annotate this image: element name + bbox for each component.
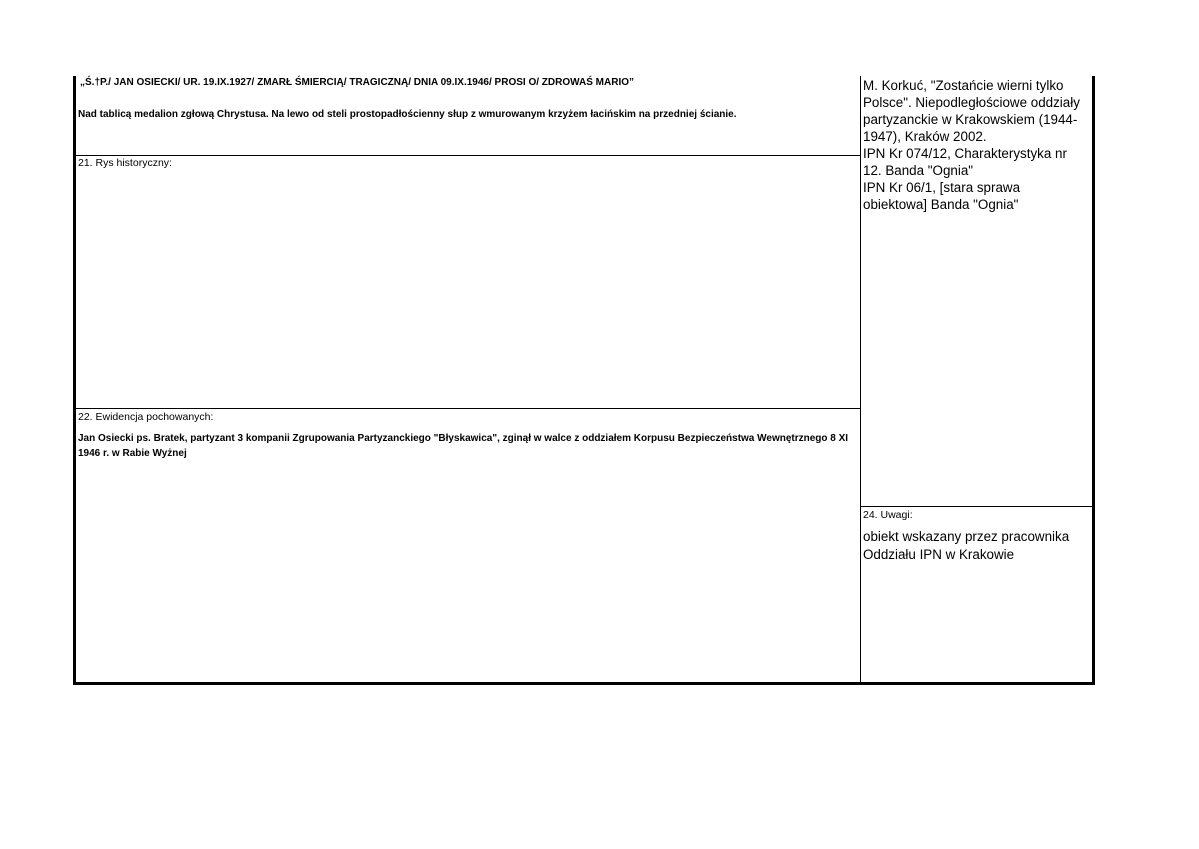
historical-outline-label: 21. Rys historyczny: [78, 157, 172, 169]
source-line: partyzanckie w Krakowskiem (1944- [863, 112, 1078, 127]
record-form [73, 76, 1095, 685]
row-divider-burials [76, 408, 860, 409]
inscription-text: „Ś.†P./ JAN OSIECKI/ UR. 19.IX.1927/ ZMARŁ ŚMIERCIĄ/ TRAGICZNĄ/ DNIA 09.IX.1946/ PROSI O/ ZDROWAŚ MARIO” [80, 77, 634, 88]
source-line: IPN Kr 074/12, Charakterystyka nr [863, 146, 1067, 161]
source-line: 12. Banda "Ognia" [863, 163, 974, 178]
source-line: 1947), Kraków 2002. [863, 129, 987, 144]
burial-records-text: Jan Osiecki ps. Bratek, partyzant 3 kompanii Zgrupowania Partyzanckiego "Błyskawica", zginął w walce z oddziałem Korpusu Bezpieczeństwa Wewnętrznego 8 XI 1946 r. w Rabie Wyżnej [78, 433, 849, 459]
burial-records-label: 22. Ewidencja pochowanych: [78, 411, 214, 423]
remarks-line: Oddziału IPN w Krakowie [863, 547, 1015, 562]
remarks-text [863, 528, 1095, 564]
source-line: M. Korkuć, "Zostańcie wierni tylko [863, 78, 1064, 93]
monument-description: Nad tablicą medalion zgłową Chrystusa. Na lewo od steli prostopadłościenny słup z wmurowanym krzyżem łacińskim na przedniej ścianie. [78, 109, 737, 120]
source-line: Polsce". Niepodległościowe oddziały [863, 95, 1080, 110]
source-line: obiektowa] Banda "Ognia" [863, 197, 1019, 212]
remarks-line: obiekt wskazany przez pracownika [863, 529, 1070, 544]
sources-list [863, 77, 1095, 213]
source-line: IPN Kr 06/1, [stara sprawa [863, 180, 1021, 195]
row-divider-historical [76, 155, 860, 156]
column-divider [860, 76, 861, 682]
row-divider-remarks [861, 506, 1092, 507]
remarks-label: 24. Uwagi: [863, 509, 913, 521]
